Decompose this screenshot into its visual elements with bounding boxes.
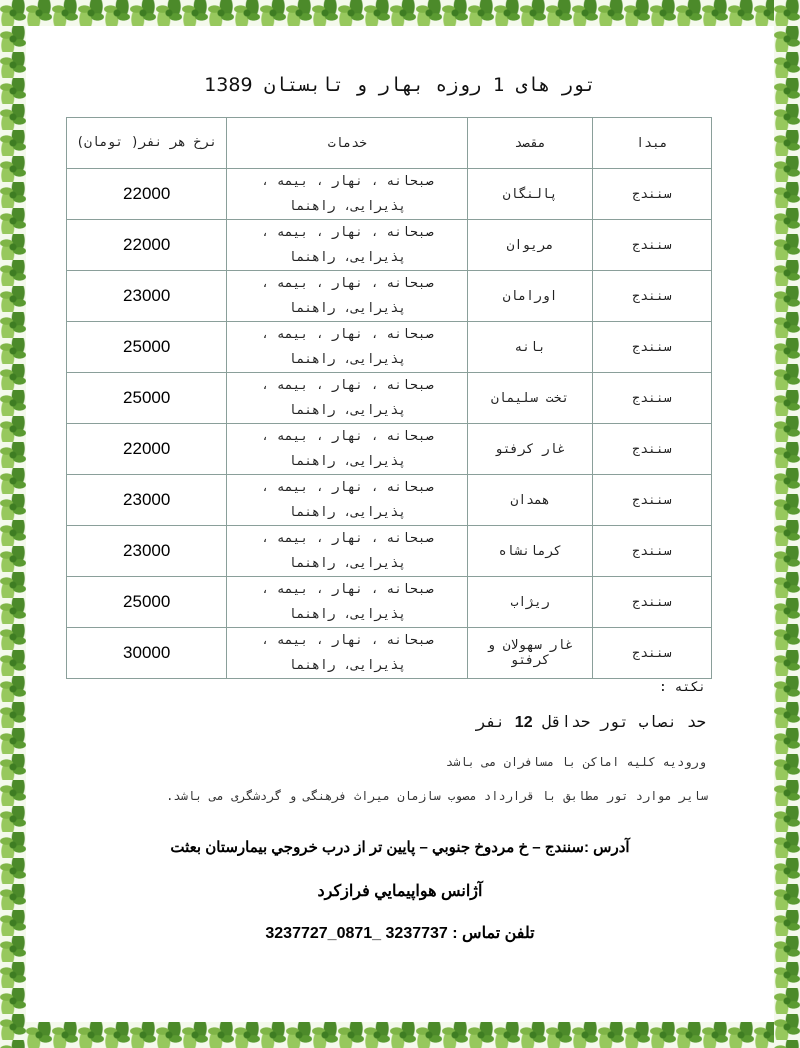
- cell-price: 25000: [67, 373, 227, 424]
- decorative-border-bottom: [0, 1022, 800, 1048]
- page-title: [0, 74, 800, 96]
- table-row: [67, 169, 712, 220]
- cell-origin: سنندج: [592, 271, 711, 322]
- cell-destination: بانه: [468, 322, 593, 373]
- contract-note: سایر موارد تور مطابق با قرارداد مصوب سازمان میراث فرهنگی و گردشگری می باشد.: [166, 789, 708, 803]
- table-row: [67, 475, 712, 526]
- cell-destination: ریژاب: [468, 577, 593, 628]
- header-price: نرخ هر نفر( تومان): [67, 118, 227, 169]
- cell-price: 23000: [67, 271, 227, 322]
- cell-price: 22000: [67, 169, 227, 220]
- cell-origin: سنندج: [592, 424, 711, 475]
- header-destination: مقصد: [468, 118, 593, 169]
- cell-destination: مریوان: [468, 220, 593, 271]
- cell-origin: سنندج: [592, 373, 711, 424]
- header-origin: مبدا: [592, 118, 711, 169]
- cell-services: صبحانه ، نهار ، بیمه ، پذیرایی، راهنما: [227, 373, 468, 424]
- agency-phone: [0, 923, 800, 943]
- cell-origin: سنندج: [592, 526, 711, 577]
- cell-services: صبحانه ، نهار ، بیمه ، پذیرایی، راهنما: [227, 526, 468, 577]
- cell-services: صبحانه ، نهار ، بیمه ، پذیرایی، راهنما: [227, 475, 468, 526]
- cell-origin: سنندج: [592, 577, 711, 628]
- cell-origin: سنندج: [592, 628, 711, 679]
- cell-services: صبحانه ، نهار ، بیمه ، پذیرایی، راهنما: [227, 577, 468, 628]
- phone-numbers: 3237737 _0871_3237727: [265, 925, 448, 942]
- table-row: [67, 628, 712, 679]
- entry-fees-note: ورودیه کلیه اماکن با مسافران می باشد: [445, 755, 706, 769]
- agency-address: آدرس :سنندج – خ مردوخ جنوبي – پايين تر از درب خروجي بيمارستان بعثت: [170, 839, 630, 856]
- cell-origin: سنندج: [592, 220, 711, 271]
- table-row: [67, 526, 712, 577]
- cell-price: 25000: [67, 322, 227, 373]
- cell-price: 22000: [67, 220, 227, 271]
- cell-services: صبحانه ، نهار ، بیمه ، پذیرایی، راهنما: [227, 169, 468, 220]
- cell-origin: سنندج: [592, 322, 711, 373]
- cell-destination: اورامان: [468, 271, 593, 322]
- cell-price: 22000: [67, 424, 227, 475]
- minimum-group-prefix: حد نصاب تور حداقل: [542, 712, 706, 731]
- header-services: خدمات: [227, 118, 468, 169]
- cell-services: صبحانه ، نهار ، بیمه ، پذیرایی، راهنما: [227, 220, 468, 271]
- tours-table: [66, 117, 712, 679]
- table-row: [67, 424, 712, 475]
- cell-destination: غار سهولان و کرفتو: [468, 628, 593, 679]
- cell-price: 30000: [67, 628, 227, 679]
- table-row: [67, 373, 712, 424]
- cell-destination: غار کرفتو: [468, 424, 593, 475]
- table-row: [67, 577, 712, 628]
- cell-price: 23000: [67, 526, 227, 577]
- cell-origin: سنندج: [592, 169, 711, 220]
- minimum-group-count: 12: [514, 714, 533, 731]
- cell-price: 23000: [67, 475, 227, 526]
- cell-services: صبحانه ، نهار ، بیمه ، پذیرایی، راهنما: [227, 628, 468, 679]
- page-title-year: 1389: [204, 74, 253, 96]
- notes-heading: نکته :: [659, 680, 706, 695]
- cell-destination: پالنگان: [468, 169, 593, 220]
- cell-price: 25000: [67, 577, 227, 628]
- cell-services: صبحانه ، نهار ، بیمه ، پذیرایی، راهنما: [227, 271, 468, 322]
- agency-name: آژانس هواپيمايي فرازكرد: [317, 883, 483, 900]
- page-title-text: تور های 1 روزه بهار و تابستان: [264, 74, 596, 96]
- cell-origin: سنندج: [592, 475, 711, 526]
- decorative-border-top: [0, 0, 800, 26]
- table-header-row: [67, 118, 712, 169]
- minimum-group-note: [84, 712, 706, 732]
- cell-destination: تخت سلیمان: [468, 373, 593, 424]
- cell-services: صبحانه ، نهار ، بیمه ، پذیرایی، راهنما: [227, 322, 468, 373]
- cell-destination: کرمانشاه: [468, 526, 593, 577]
- table-row: [67, 322, 712, 373]
- minimum-group-suffix: نفر: [476, 712, 506, 731]
- table-row: [67, 271, 712, 322]
- cell-destination: همدان: [468, 475, 593, 526]
- phone-label: تلفن تماس :: [452, 925, 535, 942]
- cell-services: صبحانه ، نهار ، بیمه ، پذیرایی، راهنما: [227, 424, 468, 475]
- table-row: [67, 220, 712, 271]
